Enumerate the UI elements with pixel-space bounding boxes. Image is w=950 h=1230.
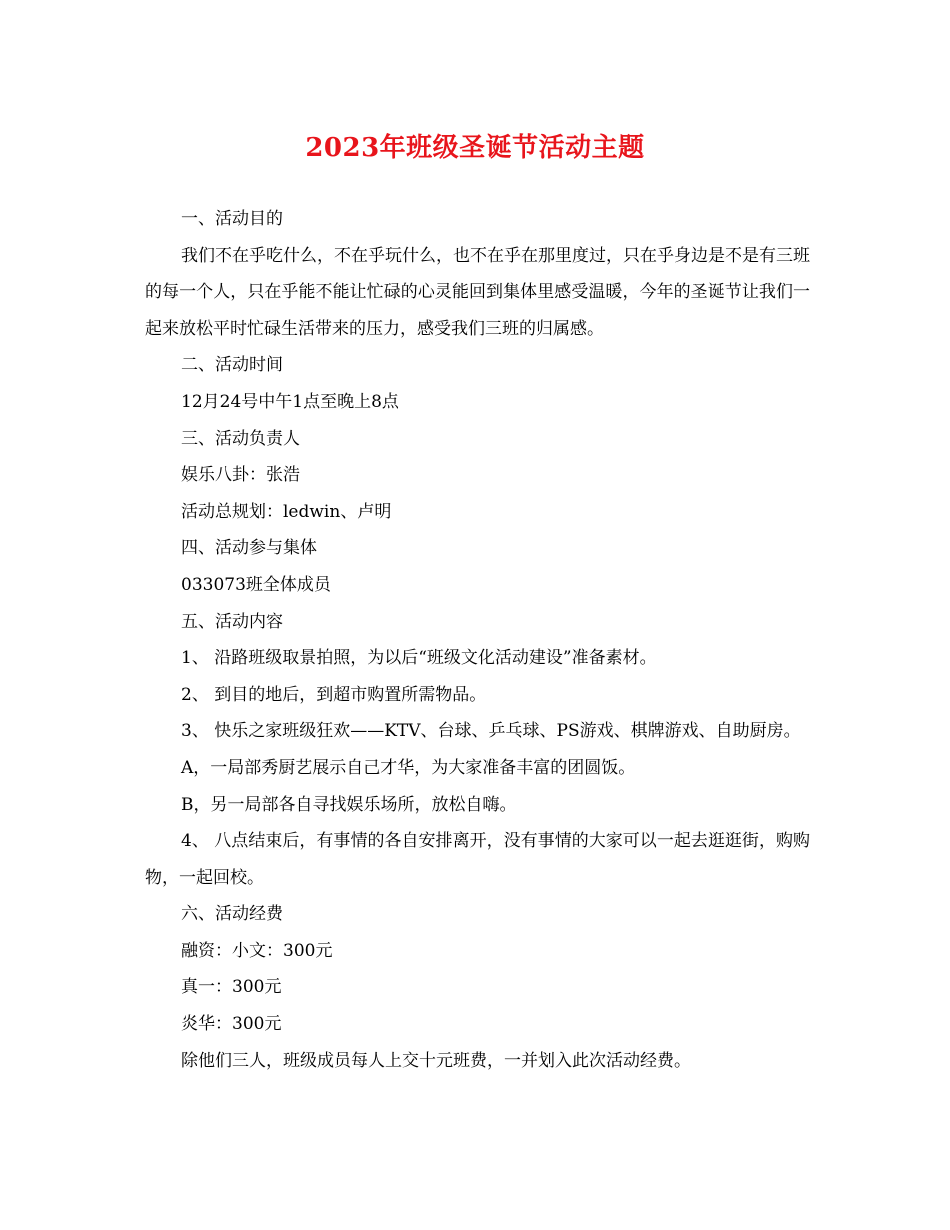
funds-line-2: 真一：300元 [181,977,282,998]
content-item-3a: A，一局部秀厨艺展示自己才华，为大家准备丰富的团圆饭。 [181,757,636,778]
content-item-4: 4、 八点结束后，有事情的各自安排离开，没有事情的大家可以一起去逛逛街，购购物，一起回校。 [145,831,810,888]
document-title: 2023年班级圣诞节活动主题 [305,133,645,163]
participants-paragraph: 033073班全体成员 [181,574,331,595]
section-heading-time: 二、活动时间 [181,355,283,376]
purpose-paragraph: 我们不在乎吃什么，不在乎玩什么，也不在乎在那里度过，只在乎身边是不是有三班的每一个人，只在乎能不能让忙碌的心灵能回到集体里感受温暖，今年的圣诞节让我们一起来放松平时忙碌生活带来的压力，感受我们三班的归属感。 [145,245,810,339]
funds-line-4: 除他们三人，班级成员每人上交十元班费，一并划入此次活动经费。 [181,1050,691,1071]
content-item-3: 3、 快乐之家班级狂欢——KTV、台球、乒乓球、PS游戏、棋牌游戏、自助厨房。 [181,721,801,742]
document-body [145,201,810,1079]
content-item-2: 2、 到目的地后，到超市购置所需物品。 [181,684,487,705]
funds-line-1: 融资：小文：300元 [181,940,333,961]
section-heading-participants: 四、活动参与集体 [181,538,317,559]
responsible-planning: 活动总规划：ledwin、卢明 [181,501,392,522]
section-heading-content: 五、活动内容 [181,611,283,632]
funds-line-3: 炎华：300元 [181,1014,282,1035]
section-heading-purpose: 一、活动目的 [181,209,283,229]
time-paragraph: 12月24号中午1点至晚上8点 [181,391,399,412]
content-item-1: 1、 沿路班级取景拍照，为以后“班级文化活动建设”准备素材。 [181,648,657,669]
content-item-3b: B，另一局部各自寻找娱乐场所，放松自嗨。 [181,794,517,815]
section-heading-responsible: 三、活动负责人 [181,428,300,449]
section-heading-funds: 六、活动经费 [181,904,283,925]
responsible-entertainment: 娱乐八卦：张浩 [181,465,300,486]
